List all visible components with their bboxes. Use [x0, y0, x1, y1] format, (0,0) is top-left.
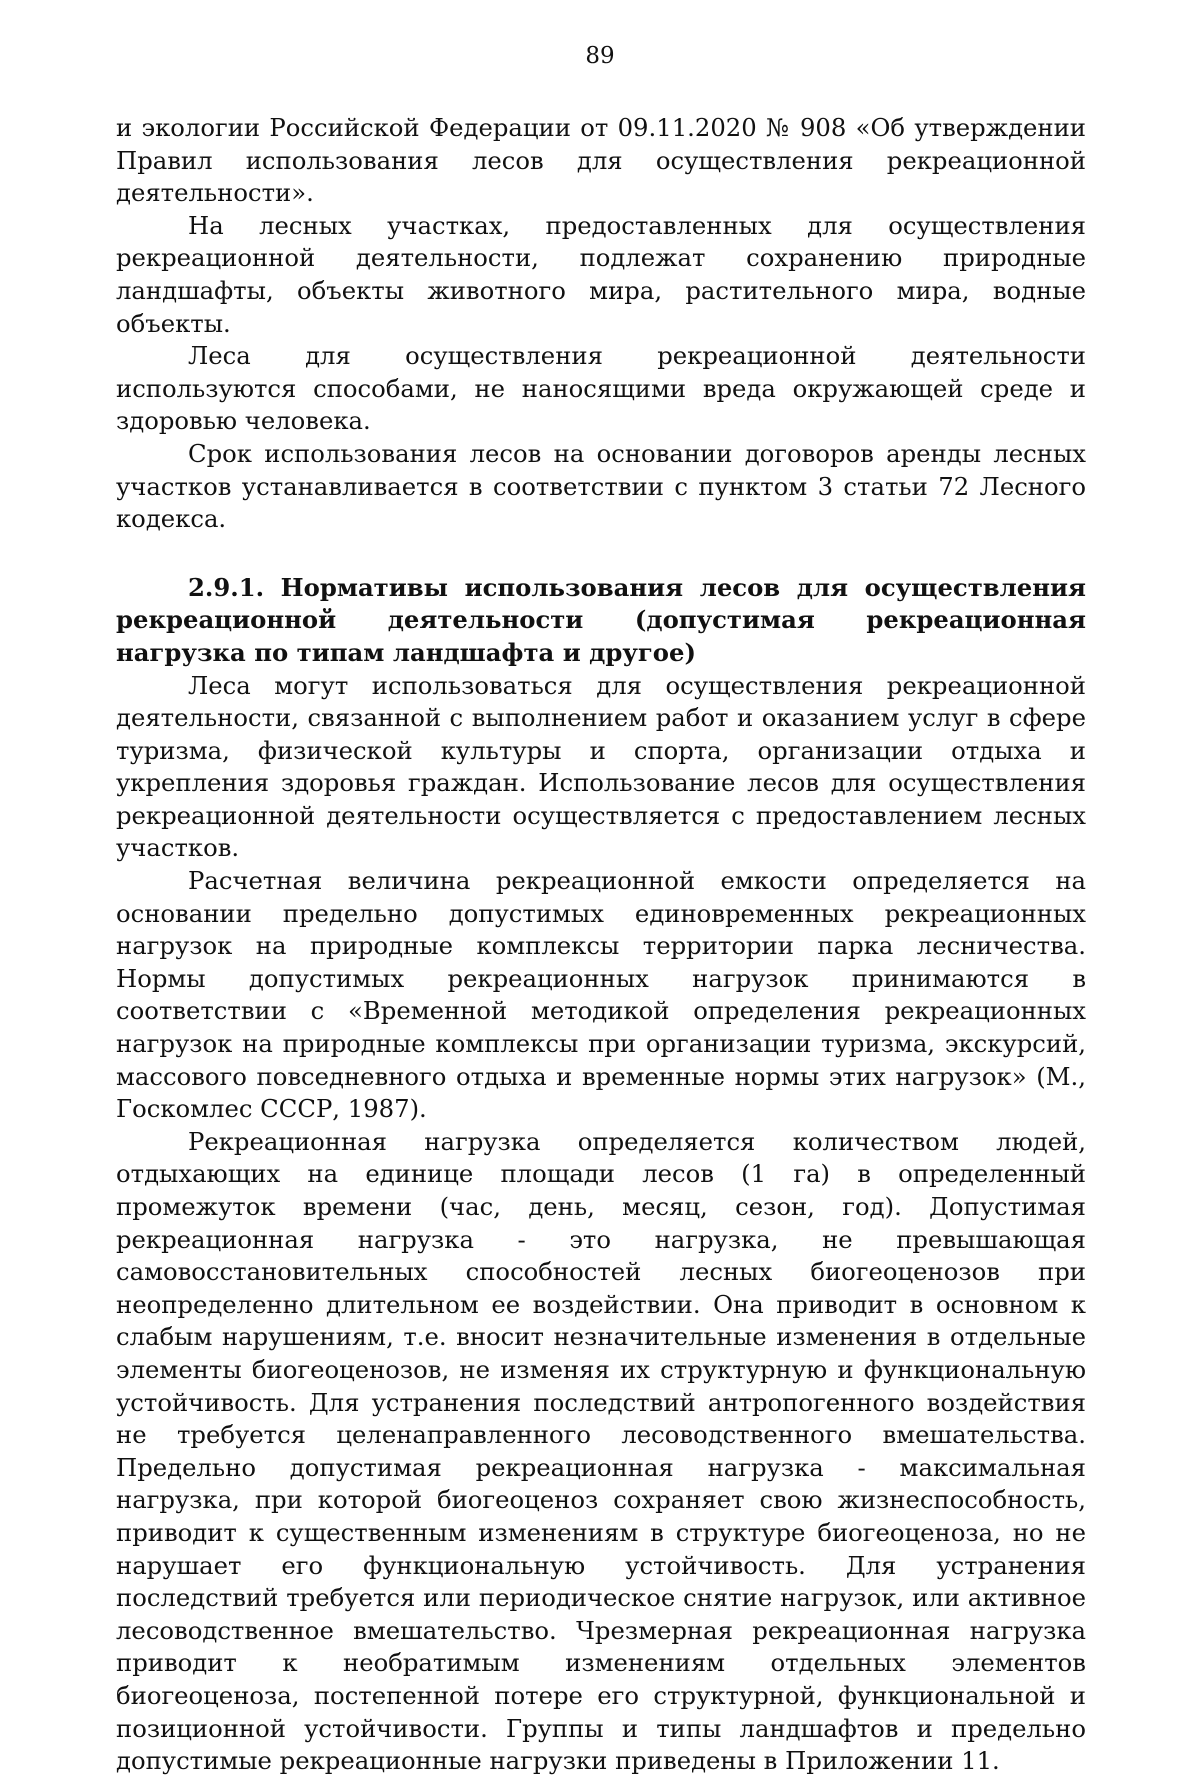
section-heading: 2.9.1. Нормативы использования лесов для осуществления рекреационной деятельности (допустимая рекреационная нагрузка по типам ландшафта и другое) — [116, 572, 1086, 667]
page-body — [116, 112, 1086, 1778]
paragraph-lease-term: Срок использования лесов на основании договоров аренды лесных участков устанавливается в соответствии с пунктом 3 статьи 72 Лесного кодекса. — [116, 438, 1086, 534]
page-number: 89 — [585, 43, 615, 69]
paragraph-recreational-use: Леса могут использоваться для осуществления рекреационной деятельности, связанной с выполнением работ и оказанием услуг в сфере туризма, физической культуры и спорта, организации отдыха и укрепления здоровья граждан. Использование лесов для осуществления рекреационной деятельности осуществляется с предоставлением лесных участков. — [116, 670, 1086, 863]
paragraph-continuation: и экологии Российской Федерации от 09.11.2020 № 908 «Об утверждении Правил использования лесов для осуществления рекреационной деятельности». — [116, 113, 1086, 208]
paragraph-usage-methods: Леса для осуществления рекреационной деятельности используются способами, не наносящими вреда окружающей среде и здоровью человека. — [116, 341, 1086, 436]
paragraph-recreational-load: Рекреационная нагрузка определяется количеством людей, отдыхающих на единице площади лесов (1 га) в определенный промежуток времени (час, день, месяц, сезон, год). Допустимая рекреационная нагрузка - это нагрузка, не превышающая самовосстановительных способностей лесных биогеоценозов при неопределенно длительном ее воздействии. Она приводит в основном к слабым нарушениям, т.е. вносит незначительные изменения в отдельные элементы биогеоценозов, не изменяя их структурную и функциональную устойчивость. Для устранения последствий антропогенного воздействия не требуется целенаправленного лесоводственного вмешательства. Предельно допустимая рекреационная нагрузка - максимальная нагрузка, при которой биогеоценоз сохраняет свою жизнеспособность, приводит к существенным изменениям в структуре биогеоценоза, но не нарушает его функциональную устойчивость. Для устранения последствий требуется или периодическое снятие нагрузок, или активное лесоводственное вмешательство. Чрезмерная рекреационная нагрузка приводит к необратимым изменениям отдельных элементов биогеоценоза, постепенной потере его структурной, функциональной и позиционной устойчивости. Группы и типы ландшафтов и предельно допустимые рекреационные нагрузки приведены в Приложении 11. — [116, 1126, 1086, 1776]
paragraph-landscape-preservation: На лесных участках, предоставленных для осуществления рекреационной деятельности, подлежат сохранению природные ландшафты, объекты животного мира, растительного мира, водные объекты. — [116, 210, 1086, 338]
paragraph-recreational-capacity: Расчетная величина рекреационной емкости определяется на основании предельно допустимых единовременных рекреационных нагрузок на природные комплексы территории парка лесничества. Нормы допустимых рекреационных нагрузок принимаются в соответствии с «Временной методикой определения рекреационных нагрузок на природные комплексы при организации туризма, экскурсий, массового повседневного отдыха и временные нормы этих нагрузок» (М., Госкомлес СССР, 1987). — [116, 866, 1086, 1124]
